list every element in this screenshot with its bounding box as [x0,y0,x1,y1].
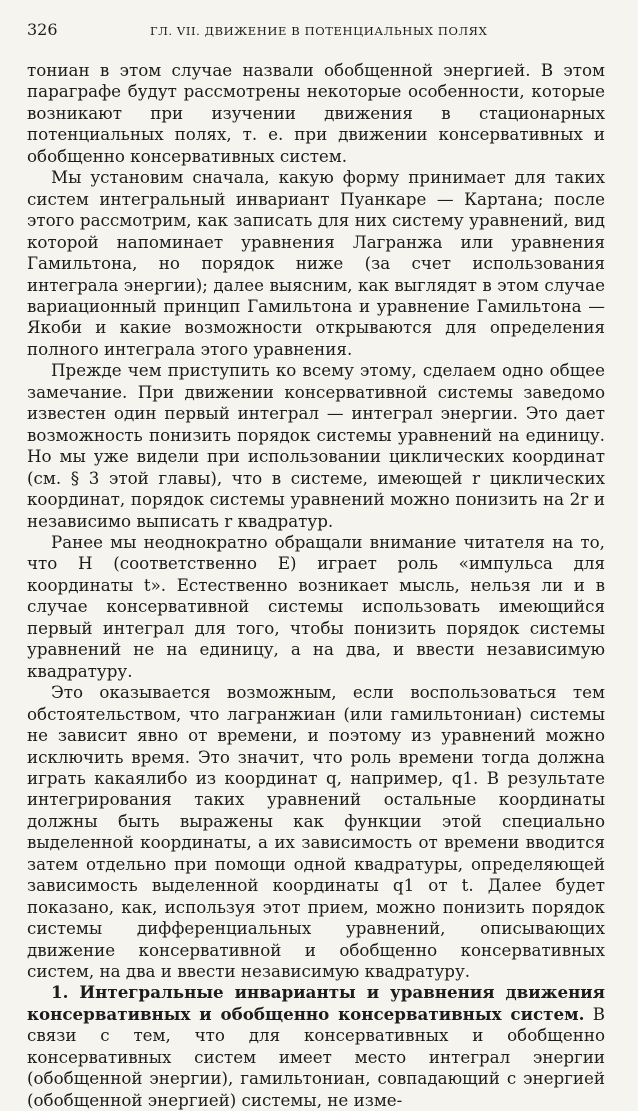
running-head: ГЛ. VII. ДВИЖЕНИЕ В ПОТЕНЦИАЛЬНЫХ ПОЛЯХ [150,24,488,38]
paragraph: Ранее мы неоднократно обращали внимание читателя на то, что H (соответственно E) играет роль «импульса для координаты t». Естественно возникает мысль, нельзя ли и в случае консервативной системы использовать имеющийся первый интеграл для того, чтобы понизить порядок системы уравнений не на единицу, а на два, и ввести независимую квадратуру. [27,531,605,681]
paragraph: тониан в этом случае назвали обобщенной энергией. В этом параграфе будут рассмотрены некоторые особенности, которые возникают при изучении движения в стационарных потенциальных полях, т. е. при движении консервативных и обобщенно консервативных систем. [27,60,605,166]
section-title: 1. Интегральные инварианты и уравнения движения консервативных и обобщенно консервативных систем. [27,982,605,1024]
paragraph: Это оказывается возможным, если воспользоваться тем обстоятельством, что лагранжиан (или гамильтониан) системы не зависит явно от времени, и поэтому из уравнений можно исключить время. Это значит, что роль времени тогда должна играть какаялибо из координат q, например, q1. В результате интегрирования таких уравнений остальные координаты должны быть выражены как функции этой специально выделенной координаты, а их зависимость от времени вводится затем отдельно при помощи одной квадратуры, определяющей зависимость выделенной координаты q1 от t. Далее будет показано, как, используя этот прием, можно понизить порядок системы дифференциальных уравнений, описывающих движение консервативной и обобщенно консервативных систем, на два и ввести независимую квадратуру. [27,682,605,982]
section-paragraph [27,982,605,1111]
page-header [0,18,638,42]
section-text: В связи с тем, что для консервативных и обобщенно консервативных систем имеет место интеграл энергии (обобщенной энергии), гамильтониан, совпадающий с энергией (обобщенной энергией) системы, не изме- [27,1003,605,1110]
paragraph: Прежде чем приступить ко всему этому, сделаем одно общее замечание. При движении консервативной системы заведомо известен один первый интеграл — интеграл энергии. Это дает возможность понизить порядок системы уравнений на единицу. Но мы уже видели при использовании циклических координат (см. § 3 этой главы), что в системе, имеющей r циклических координат, порядок системы уравнений можно понизить на 2r и независимо выписать r квадратур. [27,360,605,531]
page-body [27,60,605,1111]
page-number: 326 [27,20,58,39]
paragraph: Мы установим сначала, какую форму принимает для таких систем интегральный инвариант Пуанкаре — Картана; после этого рассмотрим, как записать для них систему уравнений, вид которой напоминает уравнения Лагранжа или уравнения Гамильтона, но порядок ниже (за счет использования интеграла энергии); далее выясним, как выглядят в этом случае вариационный принцип Гамильтона и уравнение Гамильтона — Якоби и какие возможности открываются для определения полного интеграла этого уравнения. [27,167,605,359]
